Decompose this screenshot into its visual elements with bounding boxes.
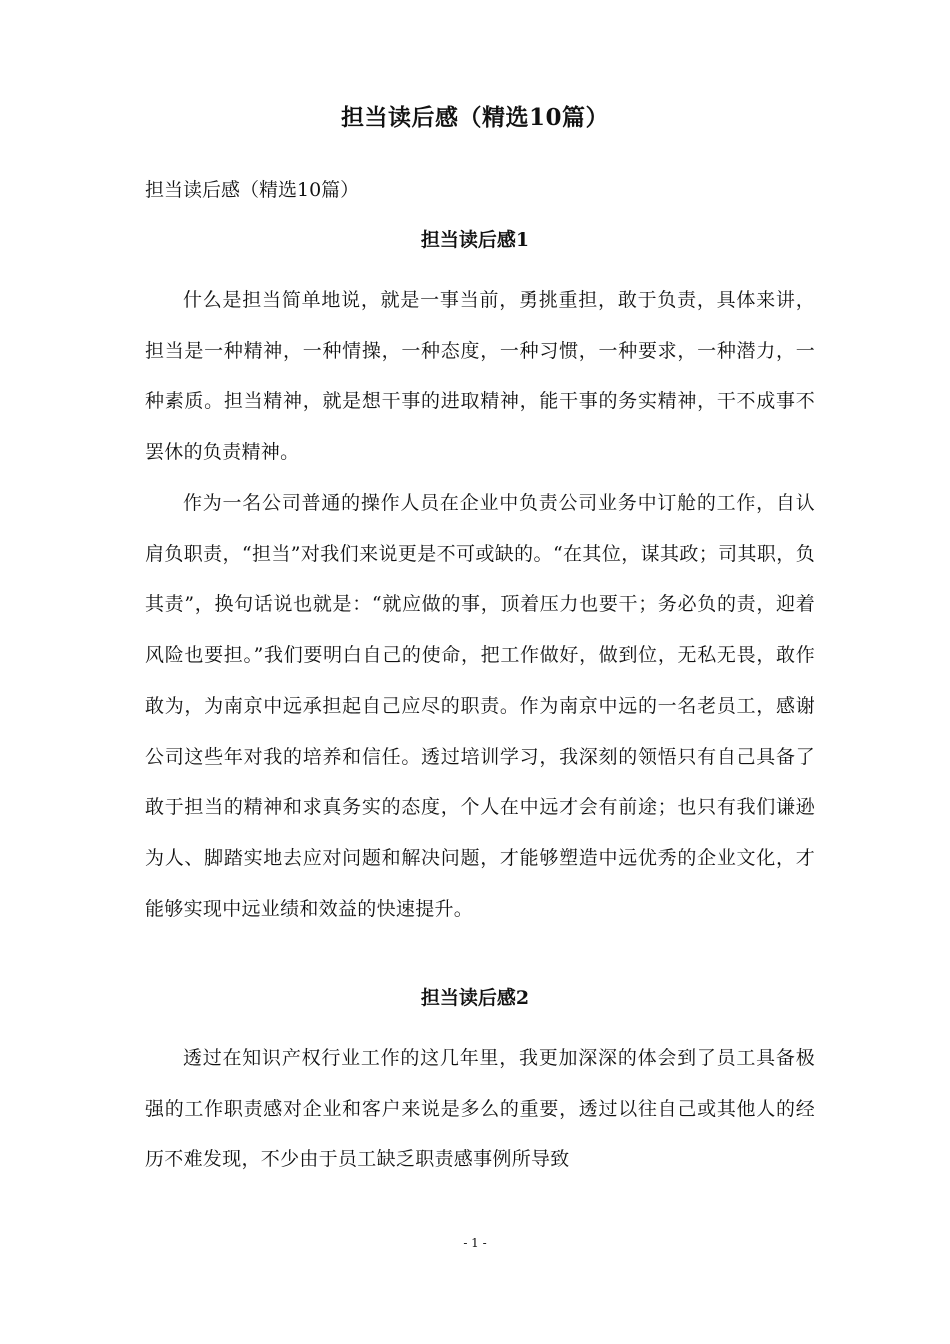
page-number: - 1 -	[463, 1236, 487, 1250]
document-title: 担当读后感（精选10篇）	[340, 104, 609, 131]
section-1-paragraph-1: 什么是担当简单地说，就是一事当前，勇挑重担，敢于负责，具体来讲，担当是一种精神，一种情操，一种态度，一种习惯，一种要求，一种潜力，一种素质。担当精神，就是想干事的进取精神，能干事的务实精神，干不成事不罢休的负责精神。	[145, 289, 815, 464]
section-1-paragraph-2: 作为一名公司普通的操作人员在企业中负责公司业务中订舱的工作，自认肩负职责，“担当”对我们来说更是不可或缺的。“在其位，谋其政；司其职，负其责”，换句话说也就是：“就应做的事，顶着压力也要干；务必负的责，迎着风险也要担。”我们要明白自己的使命，把工作做好，做到位，无私无畏，敢作敢为，为南京中远承担起自己应尽的职责。作为南京中远的一名老员工，感谢公司这些年对我的培养和信任。透过培训学习，我深刻的领悟只有自己具备了敢于担当的精神和求真务实的态度，个人在中远才会有前途；也只有我们谦逊为人、脚踏实地去应对问题和解决问题，才能够塑造中远优秀的企业文化，才能够实现中远业绩和效益的快速提升。	[145, 492, 815, 920]
section-heading-1: 担当读后感1	[420, 229, 530, 251]
section-heading-2: 担当读后感2	[420, 987, 530, 1009]
section-2-paragraph-1: 透过在知识产权行业工作的这几年里，我更加深深的体会到了员工具备极强的工作职责感对企业和客户来说是多么的重要，透过以往自己或其他人的经历不难发现，不少由于员工缺乏职责感事例所导致	[145, 1047, 815, 1171]
document-subtitle: 担当读后感（精选10篇）	[145, 179, 360, 201]
